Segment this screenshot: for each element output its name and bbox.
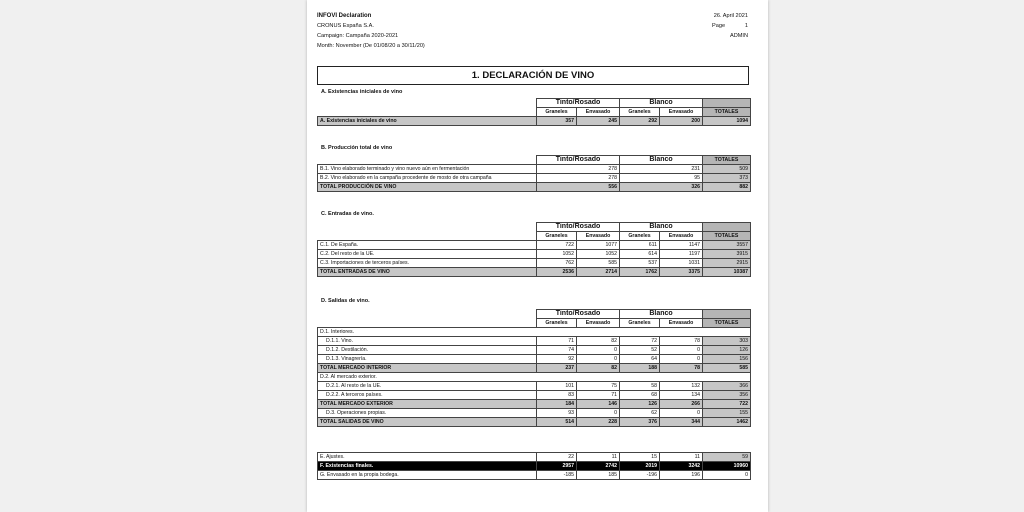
cell-value: 188 bbox=[620, 364, 660, 373]
cell-value: 71 bbox=[577, 391, 620, 400]
cell-value: 83 bbox=[537, 391, 577, 400]
cell-total: 59 bbox=[703, 453, 751, 462]
cell-total: 3915 bbox=[703, 250, 751, 259]
section-a-table bbox=[317, 98, 751, 126]
cell-value: 278 bbox=[537, 165, 620, 174]
table-row bbox=[318, 174, 751, 183]
header-graneles: Graneles bbox=[537, 319, 577, 328]
cell-value: 95 bbox=[620, 174, 703, 183]
cell-value: 611 bbox=[620, 241, 660, 250]
row-label: G. Envasado en la propia bodega. bbox=[318, 471, 537, 480]
row-label: A. Existencias iniciales de vino bbox=[318, 117, 537, 126]
row-group-label: D.2. Al mercado exterior. bbox=[318, 373, 751, 382]
cell-value: 231 bbox=[620, 165, 703, 174]
cell-value: 184 bbox=[537, 400, 577, 409]
cell-total: 1094 bbox=[703, 117, 751, 126]
cell-value: 357 bbox=[537, 117, 577, 126]
blank-cell bbox=[318, 223, 537, 232]
header-envasado: Envasado bbox=[577, 319, 620, 328]
row-label: C.1. De España. bbox=[318, 241, 537, 250]
cell-value: 15 bbox=[620, 453, 660, 462]
month-label: Month: November (De 01/08/20 a 30/11/20) bbox=[317, 43, 425, 49]
section-c-table bbox=[317, 222, 751, 277]
cell-value: 0 bbox=[577, 409, 620, 418]
cell-value: 292 bbox=[620, 117, 660, 126]
cell-value: 58 bbox=[620, 382, 660, 391]
row-label: C.2. Del resto de la UE. bbox=[318, 250, 537, 259]
table-row bbox=[318, 453, 751, 462]
cell-value: 3242 bbox=[660, 462, 703, 471]
cell-total: 155 bbox=[703, 409, 751, 418]
cell-value: 126 bbox=[620, 400, 660, 409]
section-efg-table bbox=[317, 452, 751, 480]
cell-value: 514 bbox=[537, 418, 577, 427]
cell-value: 196 bbox=[660, 471, 703, 480]
header-envasado: Envasado bbox=[577, 108, 620, 117]
table-row bbox=[318, 471, 751, 480]
header-graneles: Graneles bbox=[620, 319, 660, 328]
table-row bbox=[318, 346, 751, 355]
row-label: TOTAL PRODUCCIÓN DE VINO bbox=[318, 183, 537, 192]
report-date: 26. April 2021 bbox=[713, 13, 748, 19]
cell-value: 78 bbox=[660, 337, 703, 346]
report-page bbox=[307, 0, 768, 512]
row-label: TOTAL MERCADO EXTERIOR bbox=[318, 400, 537, 409]
cell-value: 245 bbox=[577, 117, 620, 126]
table-row bbox=[318, 355, 751, 364]
table-row bbox=[318, 373, 751, 382]
cell-value: 722 bbox=[537, 241, 577, 250]
section-d-title: D. Salidas de vino. bbox=[321, 298, 370, 304]
user-name: ADMIN bbox=[729, 33, 748, 39]
header-tinto: Tinto/Rosado bbox=[537, 223, 620, 232]
table-row bbox=[318, 268, 751, 277]
cell-total: 156 bbox=[703, 355, 751, 364]
cell-value: 614 bbox=[620, 250, 660, 259]
cell-value: 132 bbox=[660, 382, 703, 391]
cell-value: 82 bbox=[577, 337, 620, 346]
report-title: INFOVI Declaration bbox=[317, 13, 372, 19]
report-header-left bbox=[317, 11, 425, 51]
header-totales-blank bbox=[703, 223, 751, 232]
header-blanco: Blanco bbox=[620, 99, 703, 108]
main-title: 1. DECLARACIÓN DE VINO bbox=[317, 66, 749, 85]
cell-value: -196 bbox=[620, 471, 660, 480]
cell-value: 278 bbox=[537, 174, 620, 183]
cell-total: 585 bbox=[703, 364, 751, 373]
cell-total: 0 bbox=[703, 471, 751, 480]
cell-value: 1031 bbox=[660, 259, 703, 268]
table-row bbox=[318, 241, 751, 250]
page-number: 1 bbox=[744, 23, 748, 29]
header-totales: TOTALES bbox=[703, 108, 751, 117]
cell-value: -185 bbox=[537, 471, 577, 480]
cell-value: 1052 bbox=[537, 250, 577, 259]
section-a-title: A. Existencias iniciales de vino bbox=[321, 89, 403, 95]
cell-value: 0 bbox=[660, 355, 703, 364]
cell-value: 82 bbox=[577, 364, 620, 373]
cell-total: 2915 bbox=[703, 259, 751, 268]
header-totales: TOTALES bbox=[703, 232, 751, 241]
row-label: B.1. Vino elaborado terminado y vino nuevo aún en fermentación bbox=[318, 165, 537, 174]
page-label: Page bbox=[712, 23, 726, 29]
cell-value: 101 bbox=[537, 382, 577, 391]
table-row bbox=[318, 409, 751, 418]
table-row bbox=[318, 400, 751, 409]
cell-value: 537 bbox=[620, 259, 660, 268]
table-row bbox=[318, 259, 751, 268]
header-tinto: Tinto/Rosado bbox=[537, 156, 620, 165]
company-name: CRONUS España S.A. bbox=[317, 23, 374, 29]
table-row bbox=[318, 391, 751, 400]
header-totales: TOTALES bbox=[703, 319, 751, 328]
cell-total: 373 bbox=[703, 174, 751, 183]
cell-value: 0 bbox=[577, 355, 620, 364]
row-group-label: D.1. Interiores. bbox=[318, 328, 751, 337]
row-label: D.1.3. Vinagrería. bbox=[318, 355, 537, 364]
cell-value: 376 bbox=[620, 418, 660, 427]
header-graneles: Graneles bbox=[537, 108, 577, 117]
header-graneles: Graneles bbox=[537, 232, 577, 241]
cell-value: 11 bbox=[660, 453, 703, 462]
table-row bbox=[318, 183, 751, 192]
header-blanco: Blanco bbox=[620, 223, 703, 232]
cell-value: 2714 bbox=[577, 268, 620, 277]
blank-cell bbox=[318, 319, 537, 328]
cell-value: 62 bbox=[620, 409, 660, 418]
table-row bbox=[318, 250, 751, 259]
cell-value: 11 bbox=[577, 453, 620, 462]
table-row bbox=[318, 418, 751, 427]
header-blanco: Blanco bbox=[620, 310, 703, 319]
cell-value: 0 bbox=[660, 346, 703, 355]
cell-value: 75 bbox=[577, 382, 620, 391]
blank-cell bbox=[318, 310, 537, 319]
header-envasado: Envasado bbox=[660, 319, 703, 328]
header-graneles: Graneles bbox=[620, 108, 660, 117]
row-label: B.2. Vino elaborado en la campaña procedente de mosto de otra campaña bbox=[318, 174, 537, 183]
table-row bbox=[318, 382, 751, 391]
cell-value: 585 bbox=[577, 259, 620, 268]
cell-total: 722 bbox=[703, 400, 751, 409]
header-tinto: Tinto/Rosado bbox=[537, 99, 620, 108]
cell-total: 3557 bbox=[703, 241, 751, 250]
cell-total: 882 bbox=[703, 183, 751, 192]
cell-value: 146 bbox=[577, 400, 620, 409]
table-row bbox=[318, 117, 751, 126]
header-blanco: Blanco bbox=[620, 156, 703, 165]
cell-value: 134 bbox=[660, 391, 703, 400]
row-label: D.1.1. Vino. bbox=[318, 337, 537, 346]
cell-value: 71 bbox=[537, 337, 577, 346]
cell-value: 68 bbox=[620, 391, 660, 400]
cell-value: 1052 bbox=[577, 250, 620, 259]
cell-value: 64 bbox=[620, 355, 660, 364]
table-row bbox=[318, 328, 751, 337]
cell-total: 509 bbox=[703, 165, 751, 174]
section-b-title: B. Producción total de vino bbox=[321, 145, 393, 151]
blank-cell bbox=[318, 108, 537, 117]
row-label: TOTAL MERCADO INTERIOR bbox=[318, 364, 537, 373]
cell-value: 2957 bbox=[537, 462, 577, 471]
cell-total: 10387 bbox=[703, 268, 751, 277]
header-envasado: Envasado bbox=[577, 232, 620, 241]
cell-value: 92 bbox=[537, 355, 577, 364]
cell-value: 0 bbox=[577, 346, 620, 355]
row-label: E. Ajustes. bbox=[318, 453, 537, 462]
report-header-right bbox=[712, 11, 748, 41]
blank-cell bbox=[318, 156, 537, 165]
cell-value: 72 bbox=[620, 337, 660, 346]
row-label: TOTAL ENTRADAS DE VINO bbox=[318, 268, 537, 277]
cell-value: 762 bbox=[537, 259, 577, 268]
cell-value: 22 bbox=[537, 453, 577, 462]
cell-value: 556 bbox=[537, 183, 620, 192]
table-row bbox=[318, 337, 751, 346]
cell-value: 237 bbox=[537, 364, 577, 373]
cell-total: 10960 bbox=[703, 462, 751, 471]
section-c-title: C. Entradas de vino. bbox=[321, 211, 374, 217]
section-d-table bbox=[317, 309, 751, 427]
header-envasado: Envasado bbox=[660, 108, 703, 117]
cell-value: 266 bbox=[660, 400, 703, 409]
cell-value: 74 bbox=[537, 346, 577, 355]
header-tinto: Tinto/Rosado bbox=[537, 310, 620, 319]
cell-value: 52 bbox=[620, 346, 660, 355]
row-label: D.3. Operaciones propias. bbox=[318, 409, 537, 418]
cell-value: 1762 bbox=[620, 268, 660, 277]
header-totales-blank bbox=[703, 310, 751, 319]
cell-value: 228 bbox=[577, 418, 620, 427]
cell-value: 2536 bbox=[537, 268, 577, 277]
blank-cell bbox=[318, 232, 537, 241]
cell-total: 126 bbox=[703, 346, 751, 355]
cell-total: 356 bbox=[703, 391, 751, 400]
cell-value: 1077 bbox=[577, 241, 620, 250]
header-graneles: Graneles bbox=[620, 232, 660, 241]
cell-value: 1197 bbox=[660, 250, 703, 259]
section-b-table bbox=[317, 155, 751, 192]
cell-value: 1147 bbox=[660, 241, 703, 250]
cell-value: 326 bbox=[620, 183, 703, 192]
table-row bbox=[318, 165, 751, 174]
row-label: D.1.2. Destilación. bbox=[318, 346, 537, 355]
row-label: D.2.1. Al resto de la UE. bbox=[318, 382, 537, 391]
row-label: C.3. Importaciones de terceros países. bbox=[318, 259, 537, 268]
cell-value: 2019 bbox=[620, 462, 660, 471]
cell-value: 344 bbox=[660, 418, 703, 427]
page-indicator bbox=[712, 21, 748, 31]
campaign-label: Campaign: Campaña 2020-2021 bbox=[317, 33, 399, 39]
cell-value: 2742 bbox=[577, 462, 620, 471]
row-label: F. Existencias finales. bbox=[318, 462, 537, 471]
cell-value: 185 bbox=[577, 471, 620, 480]
cell-value: 0 bbox=[660, 409, 703, 418]
row-label: TOTAL SALIDAS DE VINO bbox=[318, 418, 537, 427]
table-row bbox=[318, 462, 751, 471]
cell-value: 200 bbox=[660, 117, 703, 126]
cell-value: 3375 bbox=[660, 268, 703, 277]
header-envasado: Envasado bbox=[660, 232, 703, 241]
cell-value: 78 bbox=[660, 364, 703, 373]
cell-total: 303 bbox=[703, 337, 751, 346]
header-totales: TOTALES bbox=[703, 156, 751, 165]
table-row bbox=[318, 364, 751, 373]
row-label: D.2.2. A terceros países. bbox=[318, 391, 537, 400]
cell-value: 93 bbox=[537, 409, 577, 418]
cell-total: 366 bbox=[703, 382, 751, 391]
blank-cell bbox=[318, 99, 537, 108]
header-totales-blank bbox=[703, 99, 751, 108]
cell-total: 1462 bbox=[703, 418, 751, 427]
